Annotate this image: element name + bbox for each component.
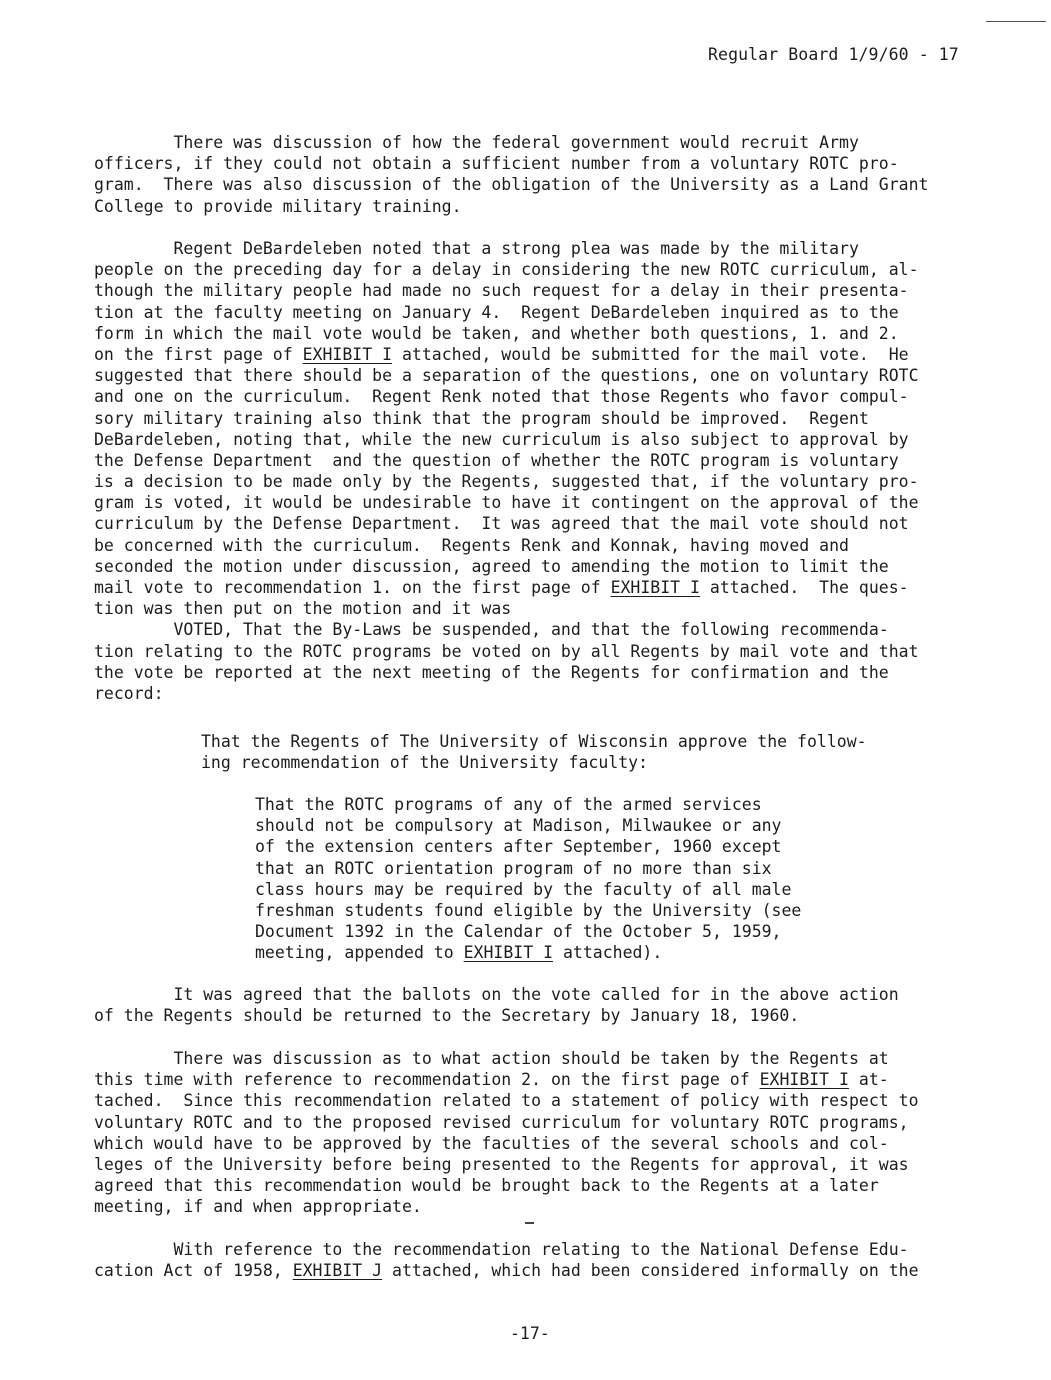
text-line: ing recommendation of the University faculty: — [201, 753, 649, 773]
text-line: That the Regents of The University of Wisconsin approve the follow- — [201, 732, 867, 751]
text-line: tached. Since this recommendation related to a statement of policy with respect to — [94, 1091, 919, 1111]
text-line-with-exhibit — [94, 344, 919, 365]
text-line: suggested that there should be a separation of the questions, one on voluntary ROTC — [94, 366, 919, 386]
text-segment: at- — [848, 1070, 889, 1090]
text-line: record: — [94, 683, 164, 703]
text-line: tion at the faculty meeting on January 4. Regent DeBardeleben inquired as to the — [94, 302, 899, 322]
text-line: form in which the mail vote would be taken, and whether both questions, 1. and 2. — [94, 323, 899, 343]
text-line: gram is voted, it would be undesirable to have it contingent on the approval of the — [94, 493, 919, 513]
text-line: seconded the motion under discussion, agreed to amending the motion to limit the — [94, 556, 889, 576]
paragraph-federal-recruitment — [94, 132, 928, 217]
text-line-with-exhibit — [94, 1069, 919, 1090]
text-line: voluntary ROTC and to the proposed revised curriculum for voluntary ROTC programs, — [94, 1112, 909, 1132]
text-line: is a decision to be made only by the Regents, suggested that, if the voluntary pro- — [94, 472, 919, 492]
text-line-with-exhibit — [94, 577, 919, 598]
text-line: and one on the curriculum. Regent Renk noted that those Regents who favor compul- — [94, 387, 909, 407]
text-segment: this time with reference to recommendation 2. on the first page of — [94, 1070, 760, 1090]
text-line: people on the preceding day for a delay in considering the new ROTC curriculum, al- — [94, 260, 919, 280]
text-line: the Defense Department and the question of whether the ROTC program is voluntary — [94, 450, 899, 470]
text-line: curriculum by the Defense Department. It was agreed that the mail vote should not — [94, 514, 909, 534]
text-line: meeting, if and when appropriate. — [94, 1197, 422, 1217]
text-line: sory military training also think that the program should be improved. Regent — [94, 408, 869, 428]
paragraph-recommendation-two — [94, 1048, 919, 1218]
text-segment: meeting, appended to — [255, 943, 464, 963]
text-line: tion relating to the ROTC programs be voted on by all Regents by mail vote and that — [94, 641, 919, 661]
text-line: officers, if they could not obtain a sufficient number from a voluntary ROTC pro- — [94, 154, 899, 174]
text-line: It was agreed that the ballots on the vote called for in the above action — [94, 985, 899, 1004]
text-line: tion was then put on the motion and it was — [94, 599, 512, 619]
text-line: There was discussion as to what action should be taken by the Regents at — [94, 1049, 889, 1068]
text-line: There was discussion of how the federal government would recruit Army — [94, 133, 859, 152]
exhibit-i-reference: EXHIBIT I — [463, 943, 554, 963]
text-segment: mail vote to recommendation 1. on the first page of — [94, 578, 611, 597]
text-line: agreed that this recommendation would be brought back to the Regents at a later — [94, 1176, 879, 1196]
voted-line: VOTED, That the By-Laws be suspended, and that the following recommenda- — [94, 620, 889, 640]
paragraph-debardeleben-discussion — [94, 238, 919, 704]
text-line: of the extension centers after September, 1960 except — [255, 837, 782, 857]
text-segment: attached, which had been considered informally on the — [382, 1261, 919, 1281]
text-line: That the ROTC programs of any of the armed services — [255, 795, 762, 814]
top-edge-rule — [986, 21, 1046, 22]
exhibit-j-reference: EXHIBIT J — [292, 1261, 383, 1281]
text-line: Document 1392 in the Calendar of the October 5, 1959, — [255, 922, 782, 942]
text-line: leges of the University before being presented to the Regents for approval, it was — [94, 1154, 909, 1174]
text-line: which would have to be approved by the faculties of the several schools and col- — [94, 1133, 889, 1153]
text-line: class hours may be required by the faculty of all male — [255, 879, 792, 899]
text-line: College to provide military training. — [94, 196, 462, 216]
exhibit-i-reference: EXHIBIT I — [610, 578, 700, 597]
paragraph-national-defense-education-act — [94, 1239, 919, 1281]
text-segment: attached. The ques- — [699, 578, 909, 597]
faculty-recommendation-block — [255, 794, 801, 964]
stray-mark — [525, 1222, 534, 1224]
text-segment: cation Act of 1958, — [94, 1261, 293, 1281]
text-line-with-exhibit — [255, 942, 801, 963]
text-segment: attached, would be submitted for the mail vote. He — [392, 344, 909, 364]
text-line-with-exhibit — [94, 1260, 919, 1281]
resolution-block — [201, 731, 867, 773]
text-line: the vote be reported at the next meeting of the Regents for confirmation and the — [94, 662, 889, 682]
text-line: freshman students found eligible by the University (see — [255, 900, 802, 920]
text-line: should not be compulsory at Madison, Milwaukee or any — [255, 816, 782, 836]
text-segment: attached). — [553, 943, 663, 963]
exhibit-i-reference: EXHIBIT I — [759, 1070, 849, 1090]
text-line: Regent DeBardeleben noted that a strong plea was made by the military — [94, 239, 859, 258]
text-line: though the military people had made no such request for a delay in their presenta- — [94, 281, 909, 301]
text-line: gram. There was also discussion of the obligation of the University as a Land Grant — [94, 175, 929, 195]
text-line: With reference to the recommendation relating to the National Defense Edu- — [94, 1240, 909, 1259]
text-segment: on the first page of — [94, 344, 303, 364]
text-line: DeBardeleben, noting that, while the new curriculum is also subject to approval by — [94, 429, 909, 449]
paragraph-ballots — [94, 984, 899, 1026]
text-line: be concerned with the curriculum. Regents Renk and Konnak, having moved and — [94, 535, 849, 555]
text-line: that an ROTC orientation program of no more than six — [255, 858, 772, 878]
page-number: -17- — [510, 1324, 550, 1343]
exhibit-i-reference: EXHIBIT I — [302, 344, 393, 364]
running-head: Regular Board 1/9/60 - 17 — [708, 45, 959, 64]
text-line: of the Regents should be returned to the Secretary by January 18, 1960. — [94, 1006, 800, 1026]
